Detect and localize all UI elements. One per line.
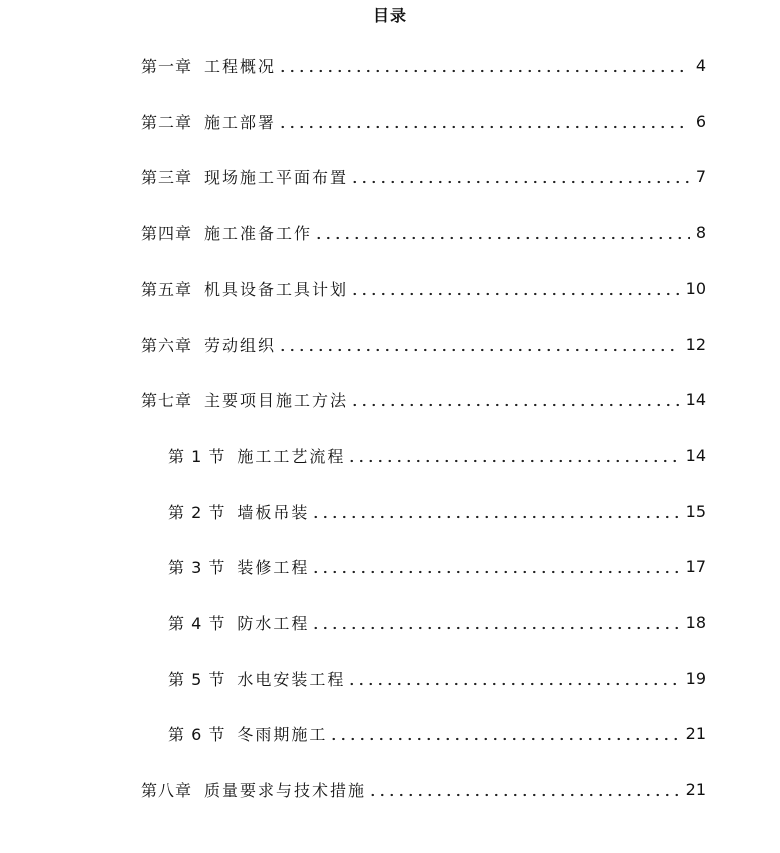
toc-entry-number: 第三章 [141,167,193,187]
toc-entry-number: 第六章 [141,335,193,355]
toc-dot-leader [350,168,690,184]
toc-entry[interactable] [168,607,706,637]
toc-entry-page-number: 21 [685,723,706,743]
toc-entry-page-number: 7 [695,166,706,186]
toc-entry-number: 第八章 [141,780,193,800]
toc-entry[interactable] [168,718,706,748]
toc-dot-leader [311,558,679,574]
toc-entry-page-number: 14 [685,389,706,409]
toc-dot-leader [350,280,680,296]
toc-entry[interactable] [141,273,706,303]
toc-dot-leader [278,57,690,73]
toc-entry-page-number: 4 [695,55,706,75]
toc-dot-leader [350,391,680,407]
toc-entry-heading: 劳动组织 [204,335,277,355]
toc-entry-page-number: 15 [685,501,706,521]
toc-entry-heading: 墙板吊装 [237,502,310,522]
toc-entry-page-number: 18 [685,612,706,632]
toc-entry-page-number: 12 [685,334,706,354]
toc-entry-page-number: 19 [685,668,706,688]
toc-entry-heading: 现场施工平面布置 [204,167,349,187]
toc-entry-number: 第一章 [141,56,193,76]
toc-entry-number: 第四章 [141,223,193,243]
toc-entry-number: 第 4 节 [168,613,226,633]
toc-entry-number: 第七章 [141,390,193,410]
toc-entry-number: 第二章 [141,112,193,132]
toc-entry-number: 第五章 [141,279,193,299]
toc-entry-page-number: 14 [685,445,706,465]
toc-entry[interactable] [141,774,706,804]
toc-entry-heading: 冬雨期施工 [237,724,328,744]
toc-entry-number: 第 2 节 [168,502,226,522]
toc-entry[interactable] [141,161,706,191]
toc-entry-heading: 施工准备工作 [204,223,313,243]
toc-dot-leader [311,503,679,519]
toc-dot-leader [314,224,690,240]
toc-entry-heading: 主要项目施工方法 [204,390,349,410]
toc-entry-page-number: 8 [695,222,706,242]
toc-entry-heading: 质量要求与技术措施 [204,780,367,800]
toc-dot-leader [311,614,679,630]
toc-entry[interactable] [141,217,706,247]
toc-entry-number: 第 3 节 [168,557,226,577]
toc-entry-heading: 施工工艺流程 [237,446,346,466]
toc-dot-leader [329,725,679,741]
toc-entry-heading: 装修工程 [237,557,310,577]
toc-entry[interactable] [141,329,706,359]
toc-entry-heading: 工程概况 [204,56,277,76]
toc-dot-leader [278,336,680,352]
toc-entry-page-number: 21 [685,779,706,799]
toc-entry-number: 第 6 节 [168,724,226,744]
toc-entry[interactable] [168,663,706,693]
toc-entry-page-number: 6 [695,111,706,131]
toc-entry[interactable] [168,551,706,581]
toc-entry-heading: 施工部署 [204,112,277,132]
toc-entry-number: 第 5 节 [168,669,226,689]
toc-title: 目录 [372,6,407,25]
toc-entry-heading: 机具设备工具计划 [204,279,349,299]
toc-entry-number: 第 1 节 [168,446,226,466]
toc-dot-leader [347,670,679,686]
toc-entry[interactable] [141,50,706,80]
toc-entry-page-number: 10 [685,278,706,298]
toc-entry-page-number: 17 [685,556,706,576]
toc-entry[interactable] [168,496,706,526]
toc-dot-leader [278,113,690,129]
toc-entry[interactable] [141,384,706,414]
toc-entry[interactable] [168,440,706,470]
toc-entry-heading: 防水工程 [237,613,310,633]
toc-dot-leader [368,781,680,797]
toc-dot-leader [347,447,679,463]
toc-entry[interactable] [141,106,706,136]
toc-entry-heading: 水电安装工程 [237,669,346,689]
